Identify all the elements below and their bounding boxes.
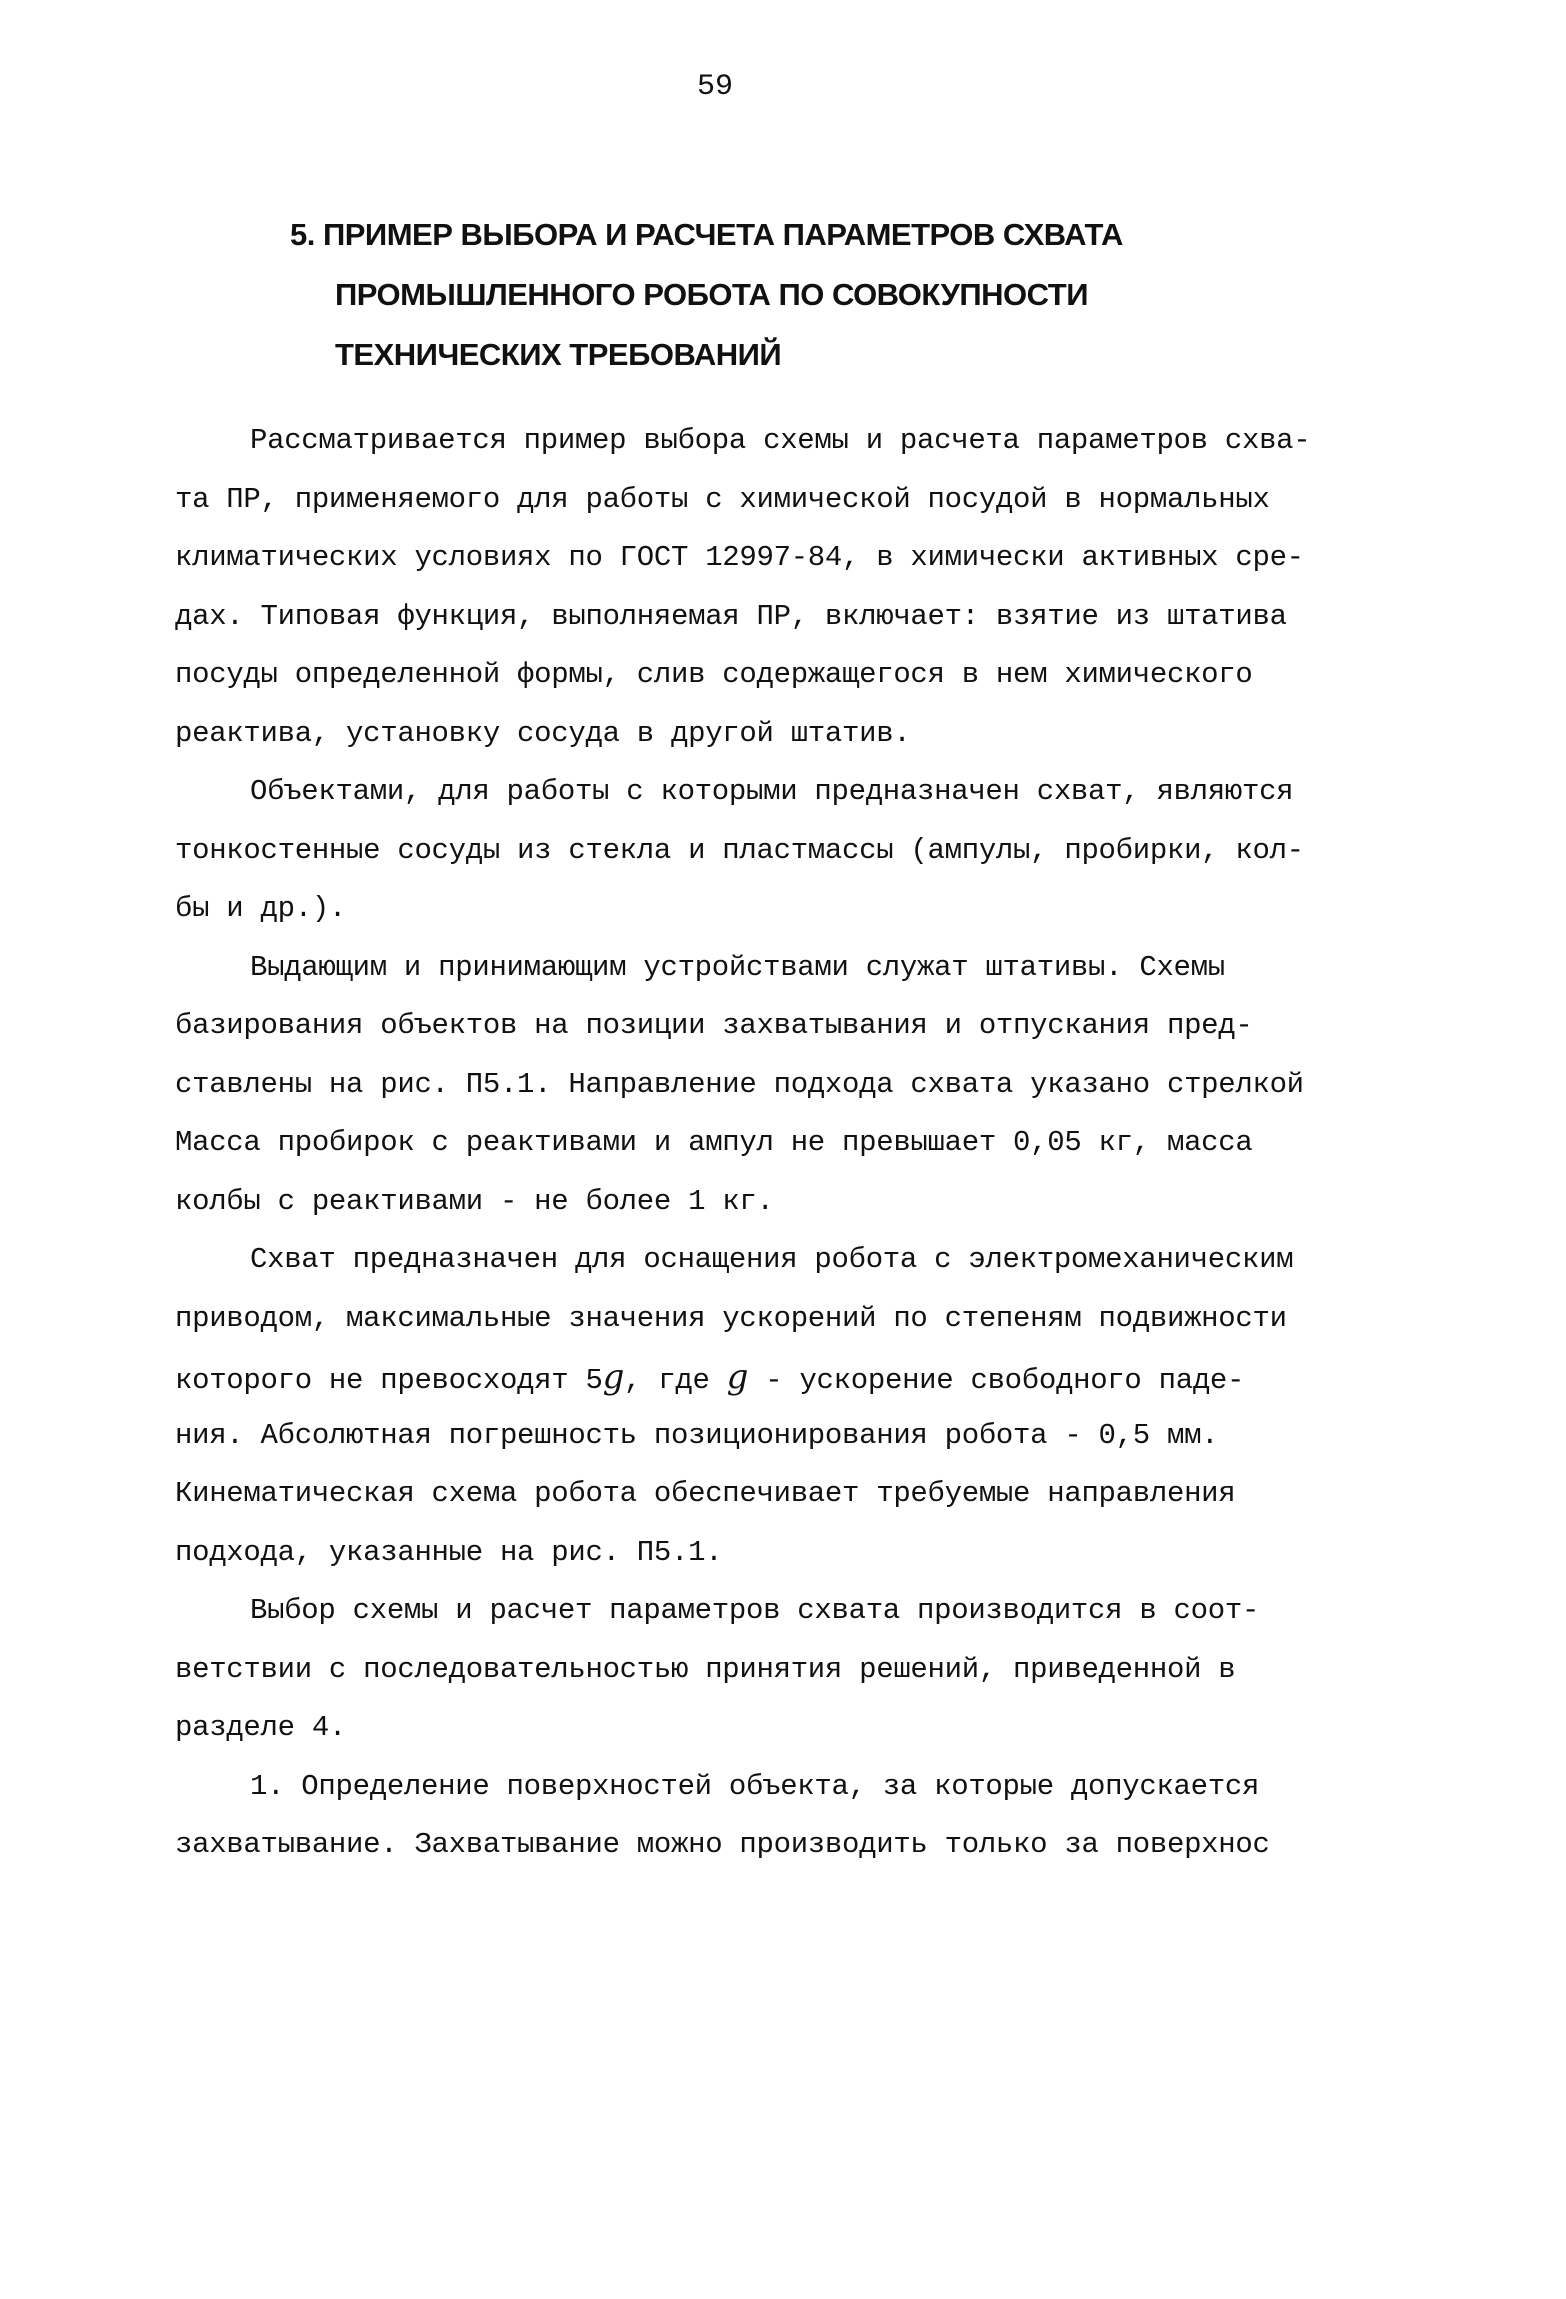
text-line: приводом, максимальные значения ускорений по степеням подвижности [175, 1302, 1287, 1335]
text-line: Схват предназначен для оснащения робота с электромеханическим [250, 1243, 1294, 1276]
text-line: захватывание. Захватывание можно производить только за поверхнос [175, 1828, 1270, 1861]
text-line: Масса пробирок с реактивами и ампул не превышает 0,05 кг, масса [175, 1126, 1253, 1159]
text-line: колбы с реактивами - не более 1 кг. [175, 1185, 774, 1218]
text-fragment: которого не превосходят 5 [175, 1364, 603, 1397]
text-line: реактива, установку сосуда в другой штатив. [175, 717, 911, 750]
text-line: ветствии с последовательностью принятия решений, приведенной в [175, 1653, 1236, 1686]
text-line: дах. Типовая функция, выполняемая ПР, включает: взятие из штатива [175, 600, 1287, 633]
text-line: Выбор схемы и расчет параметров схвата производится в соот- [250, 1594, 1260, 1627]
text-line: посуды определенной формы, слив содержащегося в нем химического [175, 658, 1253, 691]
text-line: Рассматривается пример выбора схемы и расчета параметров схва- [250, 424, 1311, 457]
heading-line: ПРОМЫШЛЕННОГО РОБОТА ПО СОВОКУПНОСТИ [335, 277, 1089, 312]
text-fragment: , где [624, 1364, 710, 1397]
text-line: климатических условиях по ГОСТ 12997-84, в химически активных сре- [175, 541, 1304, 574]
text-fragment: - ускорение свободного паде- [748, 1364, 1245, 1397]
gravity-symbol: g [726, 1357, 749, 1397]
text-line: Кинематическая схема робота обеспечивает требуемые направления [175, 1477, 1236, 1510]
text-line: разделе 4. [175, 1711, 347, 1744]
text-line: базирования объектов на позиции захватывания и отпускания пред- [175, 1009, 1253, 1042]
text-line: бы и др.). [175, 892, 347, 925]
text-line-with-formula [175, 1359, 1244, 1399]
text-line: 1. Определение поверхностей объекта, за которые допускается [250, 1770, 1260, 1803]
heading-line: ТЕХНИЧЕСКИХ ТРЕБОВАНИЙ [335, 337, 782, 372]
heading-line: 5. ПРИМЕР ВЫБОРА И РАСЧЕТА ПАРАМЕТРОВ СХВАТА [290, 217, 1123, 252]
page-number: 59 [696, 70, 733, 104]
text-line: Выдающим и принимающим устройствами служат штативы. Схемы [250, 951, 1225, 984]
text-line: ния. Абсолютная погрешность позиционирования робота - 0,5 мм. [175, 1419, 1219, 1452]
section-heading [290, 205, 1390, 385]
text-line: подхода, указанные на рис. П5.1. [175, 1536, 723, 1569]
gravity-symbol: g [602, 1357, 625, 1397]
text-line: тонкостенные сосуды из стекла и пластмассы (ампулы, пробирки, кол- [175, 834, 1304, 867]
text-line: Объектами, для работы с которыми предназначен схват, являются [250, 775, 1294, 808]
text-line: ставлены на рис. П5.1. Направление подхода схвата указано стрелкой [175, 1068, 1304, 1101]
text-line: та ПР, применяемого для работы с химической посудой в нормальных [175, 483, 1270, 516]
